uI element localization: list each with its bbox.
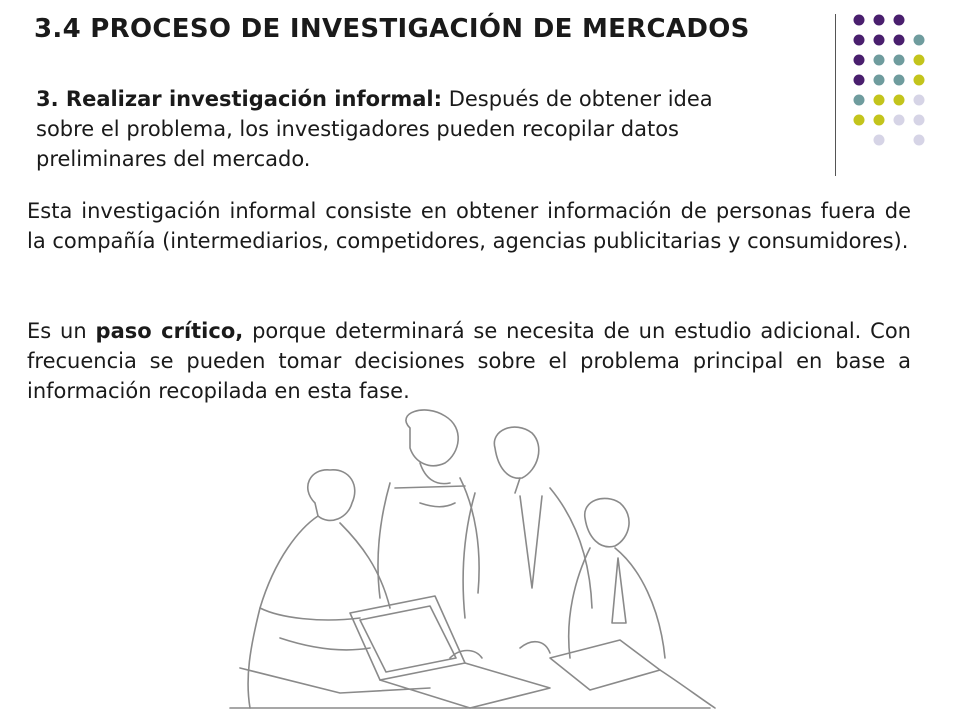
slide-title: 3.4 PROCESO DE INVESTIGACIÓN DE MERCADOS — [34, 14, 750, 44]
team-meeting-clipart-icon — [220, 408, 720, 720]
intro-text: Después de obtener idea sobre el problema, los investigadores pueden recopilar datos preliminares del mercado. — [36, 87, 713, 171]
intro-paragraph — [36, 84, 716, 174]
paragraph2-bold: paso crítico, — [95, 319, 244, 343]
decorative-dot-grid — [853, 14, 933, 154]
paragraph-informal-research: Esta investigación informal consiste en obtener información de personas fuera de la compañía (intermediarios, competidores, agencias publicitarias y consumidores). — [27, 199, 911, 253]
intro-heading: 3. Realizar investigación informal: — [36, 87, 443, 111]
paragraph2-after: porque determinará se necesita de un estudio adicional. Con frecuencia se pueden tomar decisiones sobre el problema principal en base a información recopilada en esta fase. — [27, 319, 911, 403]
paragraph-critical-step — [27, 316, 911, 406]
title-divider-line — [835, 14, 836, 176]
paragraph2-before: Es un — [27, 319, 96, 343]
